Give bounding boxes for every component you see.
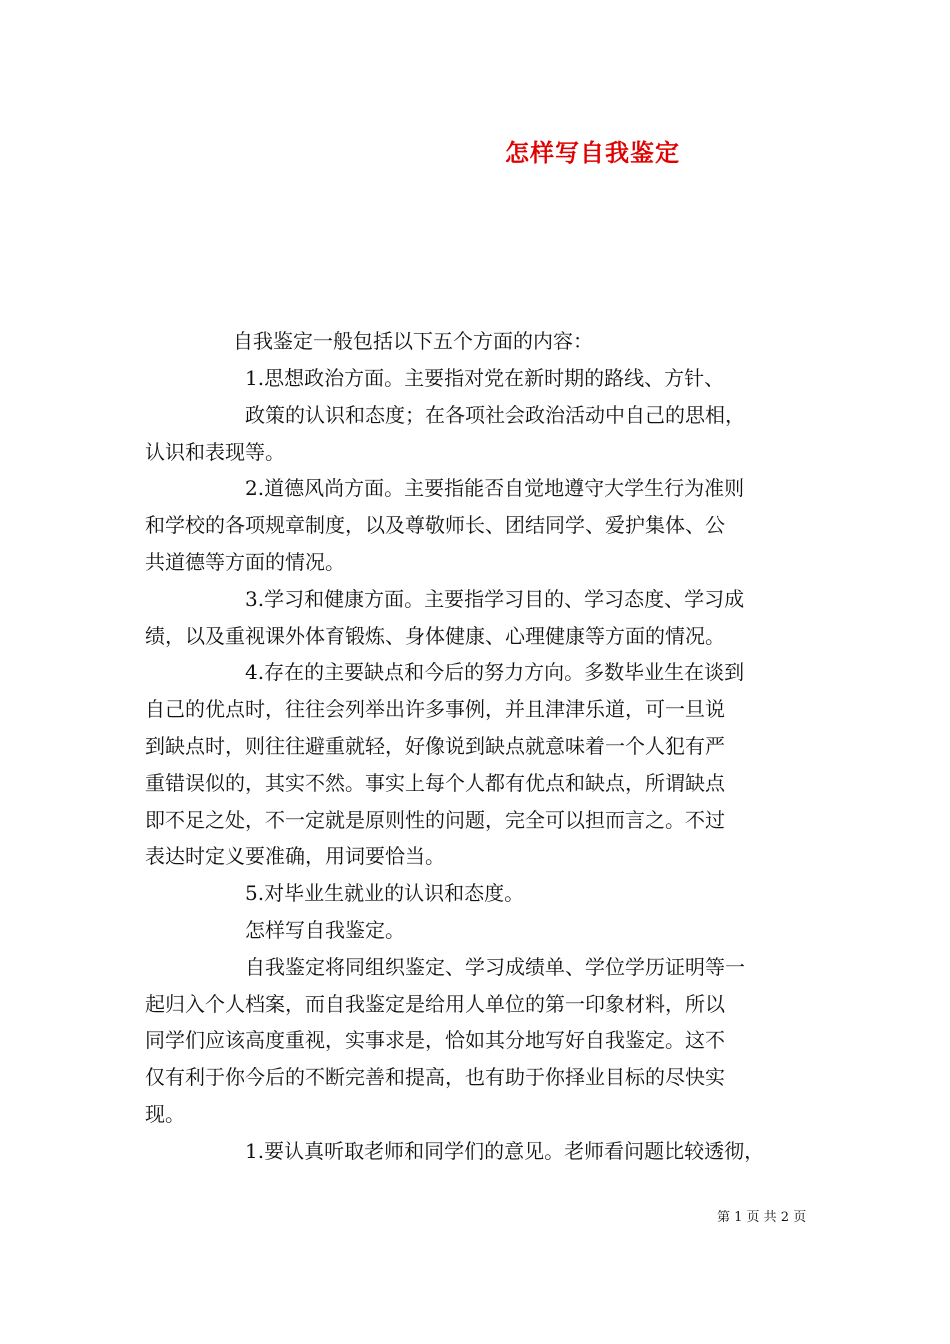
body-line: 同学们应该高度重视，实事求是，恰如其分地写好自我鉴定。这不 [145, 1028, 725, 1052]
body-line: 重错误似的，其实不然。事实上每个人都有优点和缺点，所谓缺点 [145, 771, 725, 795]
body-line: 5.对毕业生就业的认识和态度。 [245, 881, 525, 905]
body-line: 表达时定义要准确，用词要恰当。 [145, 844, 445, 868]
body-line: 共道德等方面的情况。 [145, 550, 345, 574]
body-line: 自己的优点时，往往会列举出许多事例，并且津津乐道，可一旦说 [145, 697, 725, 721]
body-line: 绩，以及重视课外体育锻炼、身体健康、心理健康等方面的情况。 [145, 624, 725, 648]
body-line: 和学校的各项规章制度，以及尊敬师长、团结同学、爱护集体、公 [145, 513, 725, 537]
body-line: 1.要认真听取老师和同学们的意见。老师看问题比较透彻， [245, 1139, 765, 1163]
body-line: 仅有利于你今后的不断完善和提高，也有助于你择业目标的尽快实 [145, 1065, 725, 1089]
body-line: 1.思想政治方面。主要指对党在新时期的路线、方针、 [245, 366, 725, 390]
body-line: 3.学习和健康方面。主要指学习目的、学习态度、学习成 [245, 587, 745, 611]
body-line: 怎样写自我鉴定。 [245, 918, 405, 942]
body-line: 自我鉴定一般包括以下五个方面的内容： [233, 329, 593, 353]
body-line: 政策的认识和态度；在各项社会政治活动中自己的思相， [245, 403, 745, 427]
body-line: 起归入个人档案，而自我鉴定是给用人单位的第一印象材料，所以 [145, 992, 725, 1016]
body-line: 自我鉴定将同组织鉴定、学习成绩单、学位学历证明等一 [245, 955, 745, 979]
body-line: 到缺点时，则往往避重就轻，好像说到缺点就意味着一个人犯有严 [145, 734, 725, 758]
page-number-footer: 第 1 页 共 2 页 [717, 1210, 807, 1225]
body-line: 认识和表现等。 [145, 440, 285, 464]
body-line: 现。 [145, 1102, 185, 1126]
body-line: 即不足之处，不一定就是原则性的问题，完全可以担而言之。不过 [145, 808, 725, 832]
document-title: 怎样写自我鉴定 [505, 138, 680, 167]
body-line: 4.存在的主要缺点和今后的努力方向。多数毕业生在谈到 [245, 660, 745, 684]
body-line: 2.道德风尚方面。主要指能否自觉地遵守大学生行为准则 [245, 476, 745, 500]
